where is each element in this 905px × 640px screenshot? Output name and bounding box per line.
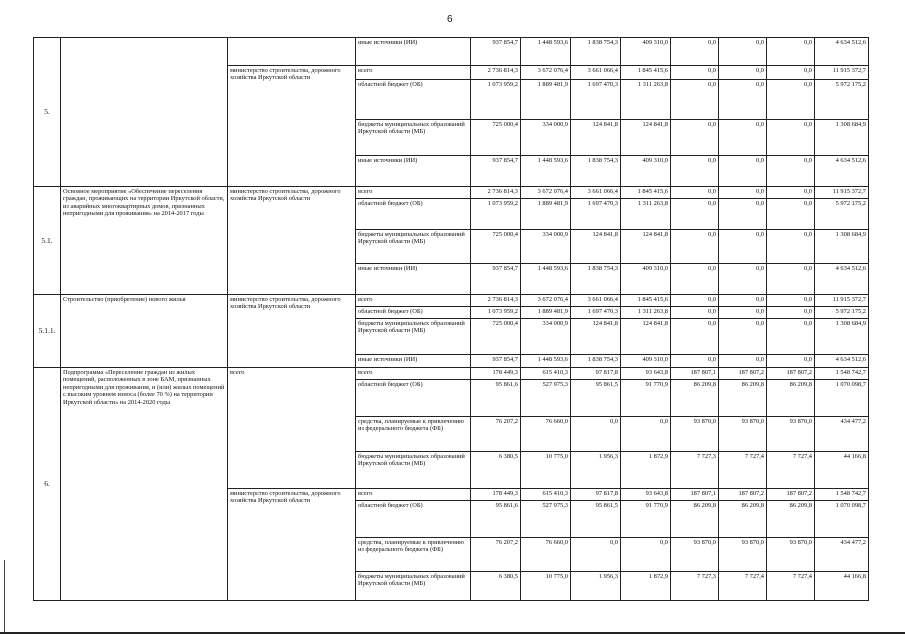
value-total: 5 972 175,2 xyxy=(815,307,869,319)
value-year: 6 380,5 xyxy=(471,452,521,489)
value-year: 1 697 470,3 xyxy=(571,307,621,319)
value-year: 1 845 415,6 xyxy=(621,187,671,199)
value-total: 11 915 372,7 xyxy=(815,66,869,80)
value-year: 187 807,2 xyxy=(719,368,767,380)
row-index: 5.1. xyxy=(34,187,61,295)
value-year: 76 207,2 xyxy=(471,417,521,452)
value-year: 1 697 470,3 xyxy=(571,199,621,230)
funding-source: областной бюджет (ОБ) xyxy=(356,80,471,120)
value-year: 0,0 xyxy=(571,417,621,452)
funding-source: средства, планируемые к привлечению из федерального бюджета (ФБ) xyxy=(356,417,471,452)
value-year: 0,0 xyxy=(671,66,719,80)
value-year: 937 854,7 xyxy=(471,156,521,187)
value-year: 7 727,4 xyxy=(767,572,815,601)
executor-cell: всего xyxy=(228,368,356,489)
value-year: 527 975,3 xyxy=(521,501,571,538)
value-year: 1 956,3 xyxy=(571,452,621,489)
value-year: 10 775,0 xyxy=(521,452,571,489)
value-year: 76 660,0 xyxy=(521,417,571,452)
funding-source: всего xyxy=(356,66,471,80)
value-year: 0,0 xyxy=(767,230,815,264)
value-year: 0,0 xyxy=(719,264,767,295)
value-year: 0,0 xyxy=(719,187,767,199)
value-year: 725 000,4 xyxy=(471,230,521,264)
value-total: 4 634 512,6 xyxy=(815,264,869,295)
value-year: 0,0 xyxy=(719,80,767,120)
value-year: 124 841,8 xyxy=(571,230,621,264)
value-year: 0,0 xyxy=(767,355,815,368)
value-total: 11 915 372,7 xyxy=(815,295,869,307)
value-year: 97 817,8 xyxy=(571,489,621,501)
value-year: 3 661 066,4 xyxy=(571,66,621,80)
value-year: 937 854,7 xyxy=(471,264,521,295)
value-year: 0,0 xyxy=(767,66,815,80)
value-year: 95 861,6 xyxy=(471,380,521,417)
value-year: 187 807,2 xyxy=(767,489,815,501)
value-year: 124 841,8 xyxy=(571,120,621,156)
value-year: 1 448 593,6 xyxy=(521,264,571,295)
value-year: 187 807,1 xyxy=(671,489,719,501)
executor-cell: министерство строительства, дорожного хозяйства Иркутской области xyxy=(228,295,356,368)
executor-cell xyxy=(228,38,356,66)
value-total: 44 166,8 xyxy=(815,452,869,489)
value-year: 0,0 xyxy=(767,199,815,230)
value-year: 93 870,0 xyxy=(719,417,767,452)
value-year: 76 660,0 xyxy=(521,538,571,572)
funding-source: всего xyxy=(356,368,471,380)
value-year: 95 861,5 xyxy=(571,380,621,417)
value-year: 97 817,8 xyxy=(571,368,621,380)
value-year: 187 807,1 xyxy=(671,368,719,380)
funding-source: областной бюджет (ОБ) xyxy=(356,380,471,417)
value-year: 0,0 xyxy=(621,417,671,452)
value-year: 93 643,8 xyxy=(621,368,671,380)
value-total: 5 972 175,2 xyxy=(815,80,869,120)
value-year: 93 870,0 xyxy=(671,417,719,452)
row-index: 5.1.1. xyxy=(34,295,61,368)
value-year: 3 672 076,4 xyxy=(521,66,571,80)
value-year: 95 861,5 xyxy=(571,501,621,538)
funding-source: иные источники (ИИ) xyxy=(356,156,471,187)
value-year: 86 209,8 xyxy=(671,380,719,417)
value-year: 91 770,9 xyxy=(621,501,671,538)
value-year: 124 841,8 xyxy=(621,319,671,355)
value-year: 725 000,4 xyxy=(471,120,521,156)
value-year: 0,0 xyxy=(719,307,767,319)
value-year: 0,0 xyxy=(719,199,767,230)
value-year: 1 311 263,8 xyxy=(621,307,671,319)
value-total: 1 070 098,7 xyxy=(815,501,869,538)
value-year: 1 073 959,2 xyxy=(471,307,521,319)
funding-source: бюджеты муниципальных образований Иркутской области (МБ) xyxy=(356,319,471,355)
funding-source: областной бюджет (ОБ) xyxy=(356,307,471,319)
funding-source: областной бюджет (ОБ) xyxy=(356,199,471,230)
value-year: 86 209,8 xyxy=(719,380,767,417)
value-year: 1 697 470,3 xyxy=(571,80,621,120)
value-year: 0,0 xyxy=(767,38,815,66)
funding-source: областной бюджет (ОБ) xyxy=(356,501,471,538)
value-total: 1 308 684,9 xyxy=(815,120,869,156)
value-total: 44 166,8 xyxy=(815,572,869,601)
value-year: 1 889 481,9 xyxy=(521,307,571,319)
value-year: 0,0 xyxy=(671,295,719,307)
value-year: 7 727,4 xyxy=(719,572,767,601)
funding-source: бюджеты муниципальных образований Иркутской области (МБ) xyxy=(356,230,471,264)
value-total: 5 972 175,2 xyxy=(815,199,869,230)
value-year: 1 845 415,6 xyxy=(621,295,671,307)
value-year: 124 841,8 xyxy=(621,230,671,264)
value-year: 187 807,2 xyxy=(719,489,767,501)
value-total: 434 477,2 xyxy=(815,417,869,452)
value-year: 334 000,9 xyxy=(521,319,571,355)
value-year: 3 672 076,4 xyxy=(521,295,571,307)
value-year: 7 727,4 xyxy=(719,452,767,489)
value-year: 0,0 xyxy=(671,264,719,295)
measure-name: Подпрограмма «Переселение граждан из жилых помещений, расположенных в зоне БАМ, признанных непригодными для проживания, и (или) жилых помещений с высоким уровнем износа (более 70 %) на территории Иркутской области» на 2014-2020 годы xyxy=(61,368,228,601)
value-total: 1 308 684,9 xyxy=(815,230,869,264)
value-year: 1 838 754,3 xyxy=(571,264,621,295)
value-year: 0,0 xyxy=(671,120,719,156)
page-border-left xyxy=(4,560,5,632)
value-year: 7 727,3 xyxy=(671,572,719,601)
value-year: 725 000,4 xyxy=(471,319,521,355)
value-year: 0,0 xyxy=(767,187,815,199)
value-total: 1 548 742,7 xyxy=(815,368,869,380)
funding-source: средства, планируемые к привлечению из федерального бюджета (ФБ) xyxy=(356,538,471,572)
value-year: 0,0 xyxy=(719,230,767,264)
measure-name: Основное мероприятие «Обеспечение переселения граждан, проживающих на территории Иркутской области, из аварийных многоквартирных домов, признанных непригодными для проживания» на 2014-2017 годы xyxy=(61,187,228,295)
value-year: 0,0 xyxy=(671,38,719,66)
value-year: 409 310,0 xyxy=(621,38,671,66)
value-year: 0,0 xyxy=(671,156,719,187)
value-total: 1 070 098,7 xyxy=(815,380,869,417)
measure-name xyxy=(61,38,228,187)
value-total: 434 477,2 xyxy=(815,538,869,572)
value-year: 7 727,4 xyxy=(767,452,815,489)
value-year: 937 854,7 xyxy=(471,38,521,66)
value-year: 0,0 xyxy=(719,355,767,368)
executor-cell: министерство строительства, дорожного хозяйства Иркутской области xyxy=(228,187,356,295)
value-year: 334 000,9 xyxy=(521,120,571,156)
value-year: 0,0 xyxy=(671,319,719,355)
value-year: 615 410,3 xyxy=(521,368,571,380)
value-year: 3 672 076,4 xyxy=(521,187,571,199)
value-year: 615 410,3 xyxy=(521,489,571,501)
value-year: 86 209,8 xyxy=(767,380,815,417)
value-year: 937 854,7 xyxy=(471,355,521,368)
value-year: 124 841,8 xyxy=(621,120,671,156)
value-year: 0,0 xyxy=(767,80,815,120)
value-year: 1 838 754,3 xyxy=(571,156,621,187)
value-year: 1 311 263,8 xyxy=(621,199,671,230)
executor-cell: министерство строительства, дорожного хозяйства Иркутской области xyxy=(228,489,356,601)
value-year: 0,0 xyxy=(671,355,719,368)
value-year: 0,0 xyxy=(671,230,719,264)
value-year: 1 448 593,6 xyxy=(521,156,571,187)
value-year: 0,0 xyxy=(671,80,719,120)
value-year: 93 870,0 xyxy=(767,417,815,452)
value-year: 0,0 xyxy=(719,295,767,307)
value-year: 1 073 959,2 xyxy=(471,80,521,120)
value-total: 4 634 512,6 xyxy=(815,38,869,66)
row-index: 6. xyxy=(34,368,61,601)
value-year: 0,0 xyxy=(671,199,719,230)
value-year: 0,0 xyxy=(767,295,815,307)
value-year: 0,0 xyxy=(719,120,767,156)
value-year: 3 661 066,4 xyxy=(571,187,621,199)
value-year: 1 838 754,3 xyxy=(571,355,621,368)
value-year: 0,0 xyxy=(671,307,719,319)
value-year: 93 870,0 xyxy=(767,538,815,572)
value-year: 1 448 593,6 xyxy=(521,355,571,368)
executor-cell: министерство строительства, дорожного хозяйства Иркутской области xyxy=(228,66,356,187)
value-year: 2 736 814,3 xyxy=(471,187,521,199)
value-year: 76 207,2 xyxy=(471,538,521,572)
page-number: 6 xyxy=(447,14,453,25)
funding-source: иные источники (ИИ) xyxy=(356,38,471,66)
value-year: 409 310,0 xyxy=(621,355,671,368)
value-year: 0,0 xyxy=(571,538,621,572)
value-year: 93 870,0 xyxy=(671,538,719,572)
value-year: 1 889 481,9 xyxy=(521,80,571,120)
value-year: 409 310,0 xyxy=(621,156,671,187)
value-year: 2 736 814,3 xyxy=(471,295,521,307)
value-year: 10 775,0 xyxy=(521,572,571,601)
value-total: 1 548 742,7 xyxy=(815,489,869,501)
value-year: 187 807,2 xyxy=(767,368,815,380)
value-year: 7 727,3 xyxy=(671,452,719,489)
value-year: 1 073 959,2 xyxy=(471,199,521,230)
value-year: 409 310,0 xyxy=(621,264,671,295)
value-year: 1 311 263,8 xyxy=(621,80,671,120)
funding-source: бюджеты муниципальных образований Иркутской области (МБ) xyxy=(356,120,471,156)
value-year: 0,0 xyxy=(767,264,815,295)
value-year: 3 661 066,4 xyxy=(571,295,621,307)
value-year: 1 448 593,6 xyxy=(521,38,571,66)
value-year: 527 975,3 xyxy=(521,380,571,417)
value-year: 0,0 xyxy=(719,156,767,187)
value-year: 124 841,8 xyxy=(571,319,621,355)
value-total: 4 634 512,6 xyxy=(815,355,869,368)
value-total: 1 308 684,9 xyxy=(815,319,869,355)
funding-source: всего xyxy=(356,295,471,307)
value-year: 0,0 xyxy=(719,319,767,355)
value-year: 6 380,5 xyxy=(471,572,521,601)
funding-source: бюджеты муниципальных образований Иркутской области (МБ) xyxy=(356,452,471,489)
funding-source: иные источники (ИИ) xyxy=(356,355,471,368)
funding-table xyxy=(33,37,869,601)
funding-source: иные источники (ИИ) xyxy=(356,264,471,295)
value-year: 1 872,9 xyxy=(621,572,671,601)
value-year: 86 209,8 xyxy=(671,501,719,538)
value-year: 1 956,3 xyxy=(571,572,621,601)
value-year: 1 889 481,9 xyxy=(521,199,571,230)
value-year: 334 000,9 xyxy=(521,230,571,264)
value-total: 4 634 512,6 xyxy=(815,156,869,187)
value-year: 95 861,6 xyxy=(471,501,521,538)
value-year: 178 449,3 xyxy=(471,368,521,380)
value-total: 11 915 372,7 xyxy=(815,187,869,199)
value-year: 0,0 xyxy=(621,538,671,572)
value-year: 86 209,8 xyxy=(767,501,815,538)
value-year: 0,0 xyxy=(719,38,767,66)
funding-source: всего xyxy=(356,187,471,199)
value-year: 2 736 814,3 xyxy=(471,66,521,80)
value-year: 0,0 xyxy=(671,187,719,199)
value-year: 1 872,9 xyxy=(621,452,671,489)
value-year: 1 838 754,3 xyxy=(571,38,621,66)
value-year: 91 770,9 xyxy=(621,380,671,417)
measure-name: Строительство (приобретение) нового жилья xyxy=(61,295,228,368)
value-year: 0,0 xyxy=(719,66,767,80)
page-border-bottom xyxy=(0,632,905,634)
funding-source: всего xyxy=(356,489,471,501)
value-year: 93 870,0 xyxy=(719,538,767,572)
value-year: 1 845 415,6 xyxy=(621,66,671,80)
value-year: 178 449,3 xyxy=(471,489,521,501)
value-year: 0,0 xyxy=(767,319,815,355)
value-year: 0,0 xyxy=(767,120,815,156)
row-index: 5. xyxy=(34,38,61,187)
value-year: 0,0 xyxy=(767,307,815,319)
table-body xyxy=(34,38,869,601)
value-year: 0,0 xyxy=(767,156,815,187)
value-year: 93 643,8 xyxy=(621,489,671,501)
funding-source: бюджеты муниципальных образований Иркутской области (МБ) xyxy=(356,572,471,601)
value-year: 86 209,8 xyxy=(719,501,767,538)
